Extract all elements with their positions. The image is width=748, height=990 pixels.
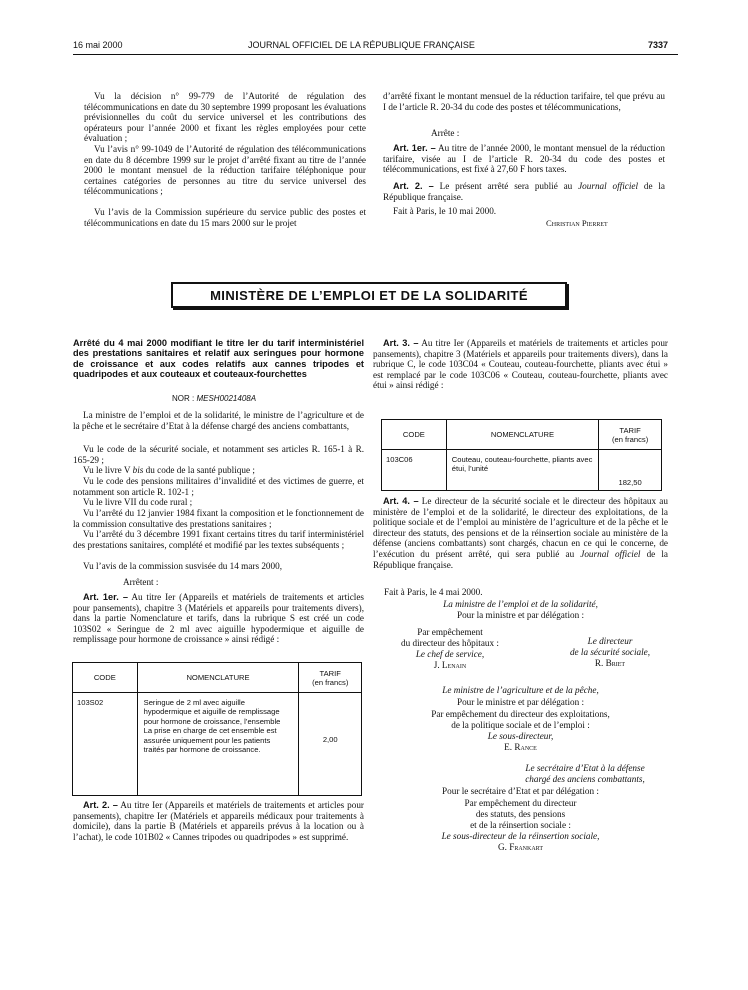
journal-title: JOURNAL OFFICIEL DE LA RÉPUBLIQUE FRANÇAISE — [248, 40, 475, 50]
vu-commission-paragraph: Vu l’avis de la Commission supérieure du service public des postes et télécommunications en date du 15 mars 2000 sur le projet — [84, 207, 366, 228]
vu-code-securite-sociale: Vu le code de la sécurité sociale, et notamment ses articles R. 165-1 à R. 165-29 ; — [73, 444, 364, 465]
sous-directeur-line: Le sous-directeur, — [487, 731, 554, 741]
preamble-intro: La ministre de l’emploi et de la solidarité, le ministre de l’agriculture et de la pêche et le secrétaire d’Etat à la défense chargé des anciens combattants, — [73, 410, 364, 431]
header-rule — [73, 54, 678, 55]
vu-avis-paragraph: Vu l’avis n° 99-1049 de l’Autorité de régulation des télécommunications en date du 8 décembre 1999 sur le projet d’arrêté fixant au titre de l’année 2000 le montant mensuel de la réduction tarifaire téléphonique pour certaines catégories de personnes au titre du service universel des télécommunications ; — [84, 144, 366, 197]
vu-avis-commission: Vu l’avis de la commission susvisée du 14 mars 2000, — [83, 561, 282, 571]
article-4-paragraph: Art. 4. – Le directeur de la sécurité sociale et le directeur des hôpitaux au ministère de l’emploi et de la solidarité, le directeur des exploitations, de la politique sociale et de l’emploi au ministère de l’agriculture et de la pêche et le directeur des statuts, des pensions et de la réinsertion sociale au ministère de la défense (anciens combattants) sont chargés, chacun en ce qui le concerne, de l’exécution du présent arrêté, qui sera publié au Journal officiel de la République française. — [373, 496, 668, 570]
reinsertion-sociale-line: et de la réinsertion sociale : — [470, 820, 571, 830]
delegation-line: Pour la ministre et par délégation : — [456, 610, 585, 620]
article-1-paragraph-left: Art. 1er. – Au titre Ier (Appareils et matériels de traitements et articles pour pansements), chapitre 3 (Matériels et appareils pour traitements divers), dans la partie Nomenclature et tarifs, dans la rubrique S est créé un code 103S02 « Seringue de 2 ml avec aiguille hypodermique et aiguille de remplissage pour hormone de croissance » ainsi rédigé : — [73, 592, 364, 645]
arrete-heading: Arrête : — [431, 128, 460, 138]
ministry-heading: MINISTÈRE DE L’EMPLOI ET DE LA SOLIDARITÉ — [171, 282, 567, 308]
page-date: 16 mai 2000 — [73, 40, 123, 50]
article-1-paragraph: Art. 1er. – Au titre de l’année 2000, le montant mensuel de la réduction tarifaire, visée au I de l’article R. 20-34 du code des postes et télécommunications, est fixé à 27,60 F hors taxes. — [383, 143, 665, 175]
arrete-title: Arrêté du 4 mai 2000 modifiant le titre Ier du tarif interministériel des prestations sanitaires et relatif aux seringues pour hormone de croissance et aux codes relatifs aux cannes tripodes et quadripodes et aux couteaux et couteaux-fourchettes — [73, 338, 364, 380]
signature-name: Christian Pierret — [546, 218, 608, 228]
nomenclature-seringue: Seringue de 2 ml avec aiguille hypodermique et aiguille de remplissage pour hormone de croissance, l’ensemble — [143, 698, 281, 726]
header-nomenclature: NOMENCLATURE — [137, 663, 299, 693]
empechement-line: Par empêchement — [417, 627, 483, 637]
vu-arrete-1991: Vu l’arrêté du 3 décembre 1991 fixant certains titres du tarif interministériel des prestations sanitaires, complété et modifié par les textes subséquents ; — [73, 529, 364, 550]
nomenclature-table-103s02 — [72, 662, 362, 796]
signature-frankart: G. Frankart — [498, 842, 543, 852]
directeur-hopitaux-line: du directeur des hôpitaux : — [401, 638, 499, 648]
fait-a-paris: Fait à Paris, le 10 mai 2000. — [393, 206, 497, 216]
statuts-pensions-line: des statuts, des pensions — [475, 809, 566, 819]
cell-code: 103C06 — [382, 450, 447, 491]
anciens-combattants-line: chargé des anciens combattants, — [525, 774, 645, 784]
cell-nomenclature: Couteau, couteau-fourchette, pliants avec étui, l’unité — [446, 450, 598, 491]
header-tarif: TARIF (en francs) — [299, 663, 362, 693]
nomenclature-table-103c06 — [381, 419, 662, 491]
arrete-continuation: d’arrêté fixant le montant mensuel de la réduction tarifaire, tel que prévu au I de l’article R. 20-34 du code des postes et télécommunications, — [383, 91, 665, 112]
signatory-ministre-emploi: La ministre de l’emploi et de la solidarité, — [443, 599, 598, 609]
header-code: CODE — [73, 663, 138, 693]
cell-tarif: 2,00 — [299, 693, 362, 796]
chef-service-line: Le chef de service, — [415, 649, 485, 659]
header-tarif: TARIF (en francs) — [599, 420, 662, 450]
vu-decision-paragraph: Vu la décision n° 99-779 de l’Autorité de régulation des télécommunications en date du 30 septembre 1999 proposant les évaluations prévisionnelles du coût du service universel et les contributions des opérateurs pour l’année 2000 et fixant les règles employées pour cette évaluation ; — [84, 91, 366, 144]
cell-nomenclature — [137, 693, 299, 796]
page-number: 7337 — [648, 40, 669, 50]
delegation-line: Pour le ministre et par délégation : — [456, 697, 585, 707]
politique-sociale-line: de la politique sociale et de l’emploi : — [451, 720, 590, 730]
empechement-statuts-line: Par empêchement du directeur — [464, 798, 577, 808]
signatory-secretaire-etat: Le secrétaire d’Etat à la défense — [525, 763, 645, 773]
header-nomenclature: NOMENCLATURE — [446, 420, 598, 450]
cell-code: 103S02 — [73, 693, 138, 796]
article-3-paragraph: Art. 3. – Au titre Ier (Appareils et matériels de traitements et articles pour pansements), chapitre 3 (Matériels et appareils pour traitements divers), dans la rubrique C, le code 103C04 « Couteau, couteau-fourchette, pliants avec étui » est remplacé par le code 103C06 « Couteau, couteau-fourchette, pliants avec étui » ainsi rédigé : — [373, 338, 668, 391]
signature-rance: E. Rance — [504, 742, 537, 752]
arretent-heading: Arrêtent : — [123, 577, 159, 587]
vu-arrete-1984: Vu l’arrêté du 12 janvier 1984 fixant la composition et le fonctionnement de la commission consultative des prestations sanitaires ; — [73, 508, 364, 529]
empechement-exploitations-line: Par empêchement du directeur des exploitations, — [431, 709, 610, 719]
fait-a-paris-4-mai: Fait à Paris, le 4 mai 2000. — [384, 587, 483, 597]
signatory-ministre-agriculture: Le ministre de l’agriculture et de la pêche, — [442, 685, 599, 695]
vu-livre-v-bis: Vu le livre V bis du code de la santé publique ; — [83, 465, 255, 475]
signature-briet: R. Briet — [594, 658, 626, 668]
nor-reference: NOR : MESH0021408A — [172, 394, 257, 403]
securite-sociale-line: de la sécurité sociale, — [569, 647, 651, 657]
delegation-line: Pour le secrétaire d’Etat et par délégation : — [442, 786, 599, 796]
signature-lenain: J. Lenain — [433, 660, 467, 670]
header-code: CODE — [382, 420, 447, 450]
directeur-securite-sociale-line: Le directeur — [587, 636, 633, 646]
nomenclature-note: La prise en charge de cet ensemble est assurée uniquement pour les patients traités par hormone de croissance. — [143, 726, 277, 755]
cell-tarif: 182,50 — [599, 450, 662, 491]
article-2-paragraph-left: Art. 2. – Au titre Ier (Appareils et matériels de traitements et articles pour pansements), chapitre Ier (Matériels et appareils médicaux pour traitements à domicile), dans la partie B (Matériels et appareils prévus à la location ou à l’achat), le code 101B02 « Cannes tripodes ou quadripodes » est supprimé. — [73, 800, 364, 842]
vu-code-pensions: Vu le code des pensions militaires d’invalidité et des victimes de guerre, et notamment son article R. 102-1 ; — [73, 476, 364, 497]
sous-directeur-reinsertion-line: Le sous-directeur de la réinsertion sociale, — [441, 831, 600, 841]
article-2-paragraph: Art. 2. – Le présent arrêté sera publié au Journal officiel de la République française. — [383, 181, 665, 202]
vu-code-rural: Vu le livre VII du code rural ; — [83, 497, 193, 507]
